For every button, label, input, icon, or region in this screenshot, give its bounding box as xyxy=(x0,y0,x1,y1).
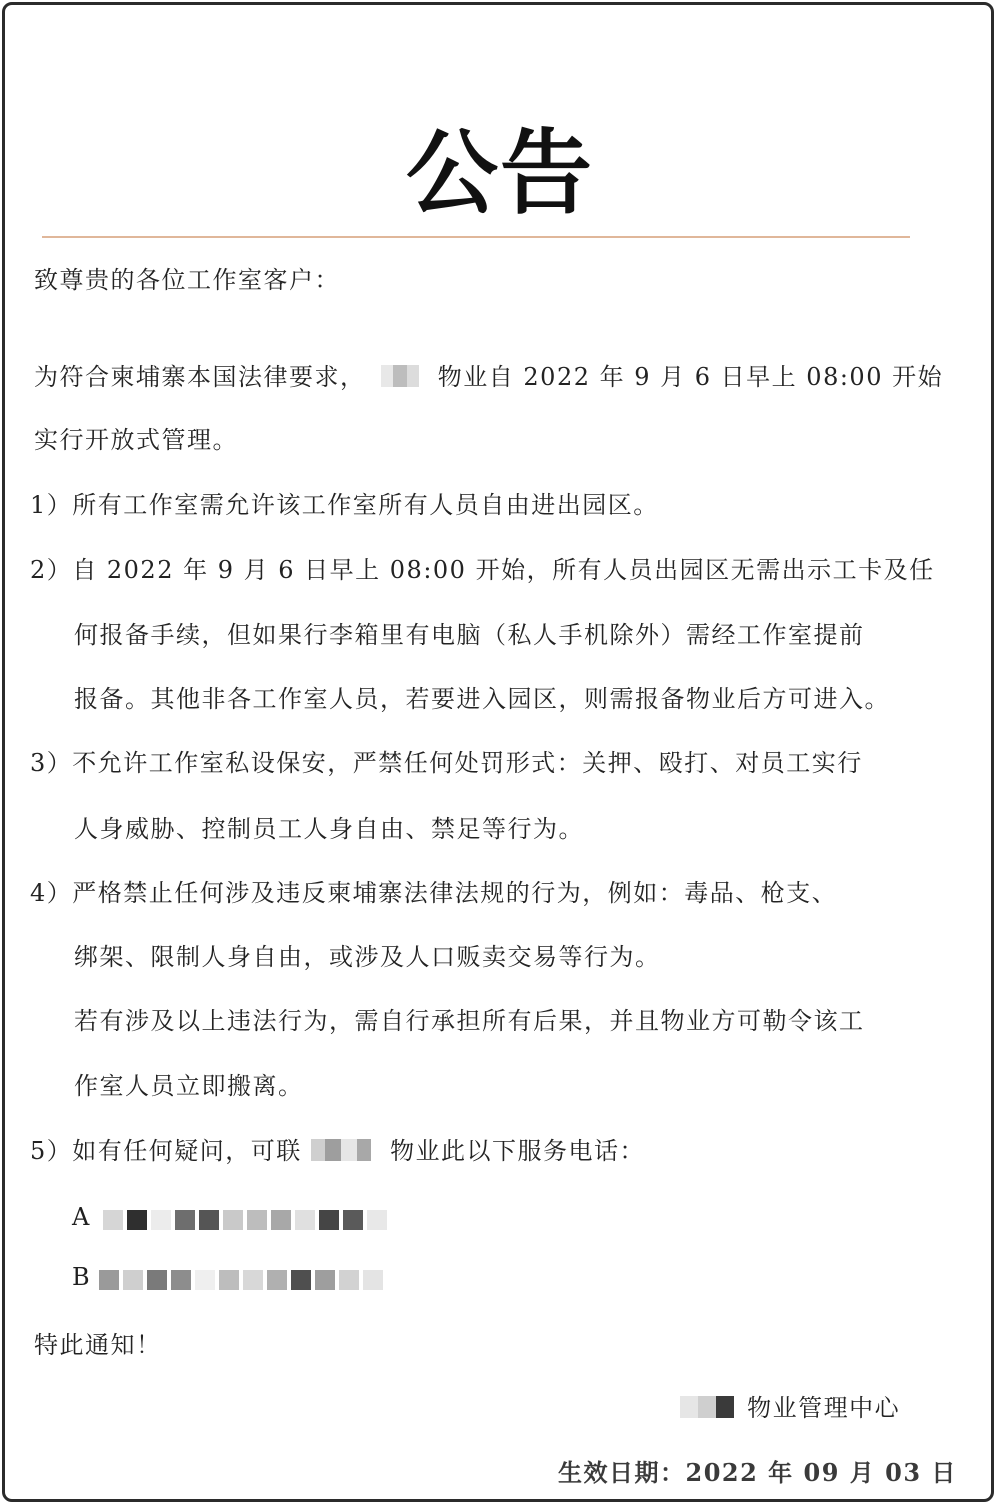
item-4-line-1: 4）严格禁止任何涉及违反柬埔寨法律法规的行为，例如：毒品、枪支、 xyxy=(30,879,838,907)
phone-line-b xyxy=(72,1262,387,1294)
phone-a-label: A xyxy=(72,1203,90,1231)
redacted-phone-b xyxy=(99,1264,387,1294)
item-4-line-4: 作室人员立即搬离。 xyxy=(74,1072,304,1100)
notice-title: 公告 xyxy=(405,119,594,227)
signature-line xyxy=(680,1393,900,1425)
title-divider xyxy=(42,236,910,238)
item-2-line-3: 报备。其他非各工作室人员，若要进入园区，则需报备物业后方可进入。 xyxy=(74,685,890,713)
redacted-phone-a xyxy=(103,1204,391,1234)
salutation: 致尊贵的各位工作室客户： xyxy=(34,266,340,294)
phone-line-a xyxy=(72,1202,391,1234)
intro-part-1: 为符合柬埔寨本国法律要求， xyxy=(34,363,366,391)
signature-text: 物业管理中心 xyxy=(747,1394,901,1422)
item-3-line-2: 人身威胁、控制员工人身自由、禁足等行为。 xyxy=(74,815,584,843)
item-1: 1）所有工作室需允许该工作室所有人员自由进出园区。 xyxy=(30,491,659,519)
item-4-line-3: 若有涉及以上违法行为，需自行承担所有后果，并且物业方可勒令该工 xyxy=(74,1007,865,1035)
phone-b-label: B xyxy=(72,1263,90,1291)
redacted-company-block xyxy=(680,1395,738,1425)
item-2-line-1: 2）自 2022 年 9 月 6 日早上 08:00 开始，所有人员出园区无需出示工卡及任 xyxy=(30,556,935,584)
intro-line-2: 实行开放式管理。 xyxy=(34,426,238,454)
closing-text: 特此通知！ xyxy=(34,1331,162,1359)
intro-part-2: 物业自 2022 年 9 月 6 日早上 08:00 开始 xyxy=(437,363,944,391)
item-5-part-2: 物业此以下服务电话： xyxy=(390,1137,646,1165)
item-4-line-2: 绑架、限制人身自由，或涉及人口贩卖交易等行为。 xyxy=(74,943,661,971)
item-3-line-1: 3）不允许工作室私设保安，严禁任何处罚形式：关押、殴打、对员工实行 xyxy=(30,749,863,777)
intro-line-1 xyxy=(34,362,943,394)
effective-date: 生效日期：2022 年 09 月 03 日 xyxy=(558,1458,957,1487)
redacted-name-block xyxy=(381,364,423,394)
redacted-contact-block xyxy=(311,1138,381,1168)
item-5 xyxy=(30,1136,645,1168)
item-2-line-2: 何报备手续，但如果行李箱里有电脑（私人手机除外）需经工作室提前 xyxy=(74,621,865,649)
item-5-part-1: 5）如有任何疑问，可联 xyxy=(30,1137,302,1165)
